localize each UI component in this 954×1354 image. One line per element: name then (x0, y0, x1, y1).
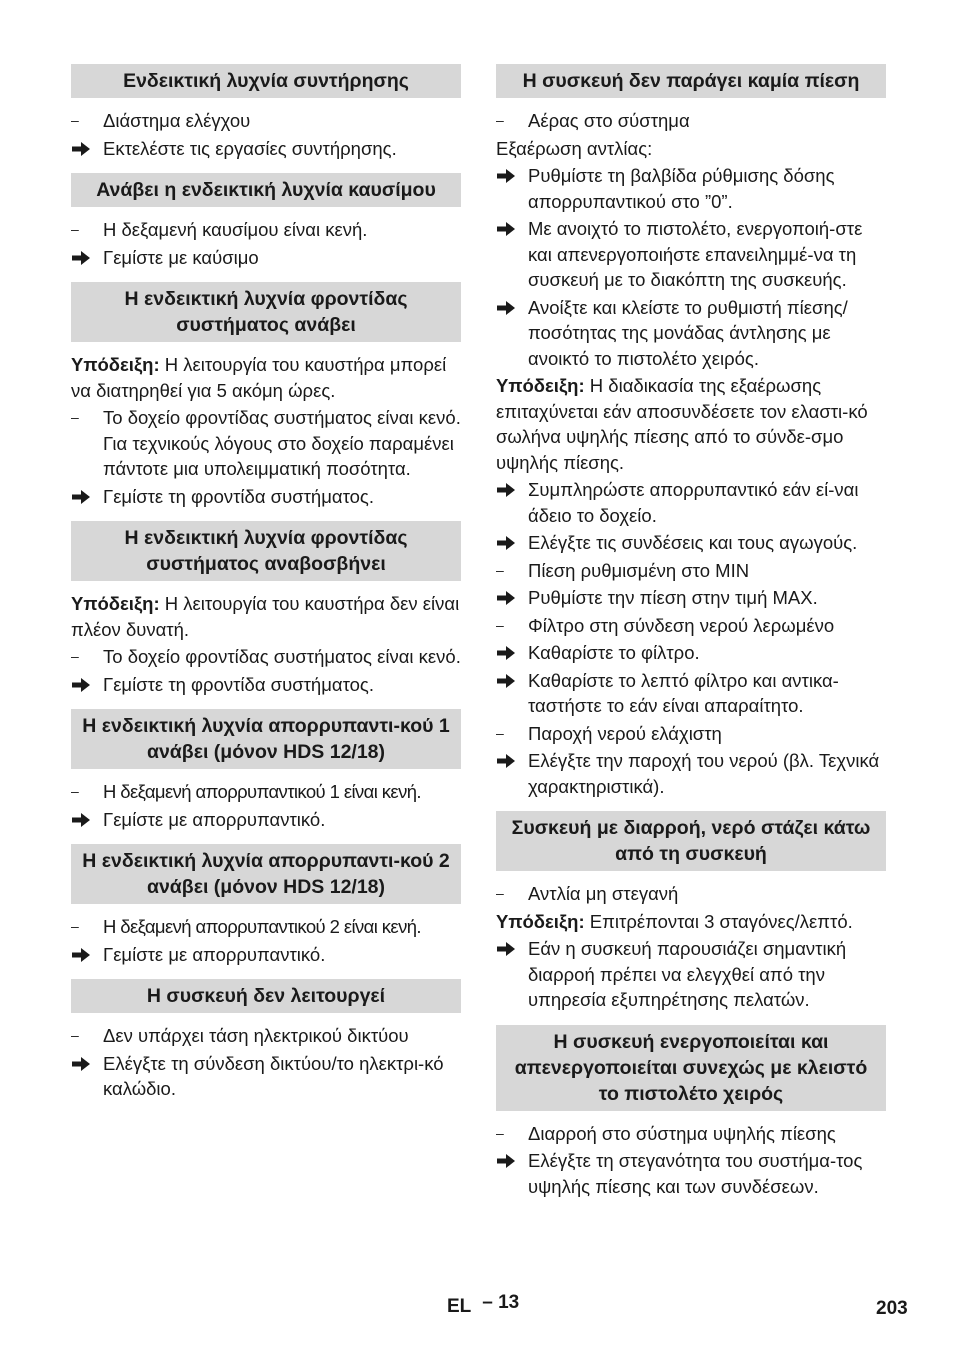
item-text: Ρυθμίστε την πίεση στην τιμή MAX. (528, 587, 818, 608)
item-text: Ελέγξτε τη στεγανότητα του συστήμα-τος υψηλής πίεσης και των συνδέσεων. (528, 1150, 863, 1197)
arrow-right-icon (71, 250, 91, 266)
section-heading: Ανάβει η ενδεικτική λυχνία καυσίμου (71, 173, 461, 207)
note-paragraph (71, 352, 461, 403)
item-text: Αέρας στο σύστημα (528, 110, 690, 131)
action-item (496, 295, 886, 372)
item-text: Το δοχείο φροντίδας συστήματος είναι κενό. (103, 646, 461, 667)
right-column (496, 64, 886, 1201)
action-item (71, 136, 461, 162)
action-item (71, 245, 461, 271)
note-paragraph (496, 909, 886, 935)
text-line: Εξαέρωση αντλίας: (496, 137, 653, 159)
dash-bullet: – (71, 112, 79, 128)
footer-section-marker (447, 1292, 520, 1318)
item-text: Με ανοιχτό το πιστολέτο, ενεργοποιή-στε και απενεργοποιήστε επανειλημμέ-να τη συσκευή με το διακόπτη της συσκευής. (528, 218, 863, 290)
dash-bullet: – (71, 783, 79, 799)
arrow-right-icon (71, 812, 91, 828)
arrow-right-icon (71, 489, 91, 505)
footer-language: EL (447, 1296, 471, 1317)
dash-bullet: – (496, 112, 504, 128)
action-item (71, 672, 461, 698)
section-heading: Η ενδεικτική λυχνία απορρυπαντι-κού 2 ανάβει (μόνον HDS 12/18) (71, 844, 461, 904)
arrow-right-icon (71, 141, 91, 157)
item-text: Η δεξαμενή καυσίμου είναι κενή. (103, 219, 368, 240)
dash-bullet: – (71, 918, 79, 934)
item-text: Καθαρίστε το φίλτρο. (528, 642, 700, 663)
section-heading: Η συσκευή ενεργοποιείται και απενεργοποιείται συνεχώς με κλειστό το πιστολέτο χειρός (496, 1025, 886, 1111)
item-text: Παροχή νερού ελάχιστη (528, 722, 722, 744)
action-item (496, 1148, 886, 1199)
arrow-right-icon (496, 645, 516, 661)
cause-item (71, 914, 461, 940)
arrow-right-icon (496, 1153, 516, 1169)
item-text: Η δεξαμενή απορρυπαντικού 1 είναι κενή. (103, 781, 421, 802)
item-text: Αντλία μη στεγανή (528, 883, 679, 904)
arrow-right-icon (71, 1056, 91, 1072)
note-label: Υπόδειξη: (71, 354, 160, 375)
item-text: Γεμίστε τη φροντίδα συστήματος. (103, 485, 374, 507)
item-text: Δεν υπάρχει τάση ηλεκτρικού δικτύου (103, 1025, 409, 1046)
section-heading: Η συσκευή δεν παράγει καμία πίεση (496, 64, 886, 98)
item-text: Γεμίστε με απορρυπαντικό. (103, 808, 326, 830)
cause-item (496, 108, 886, 134)
item-text: Ελέγξτε τη σύνδεση δικτύου/το ηλεκτρι-κό καλώδιο. (103, 1052, 444, 1099)
cause-item (71, 405, 461, 482)
cause-item (496, 721, 886, 747)
arrow-right-icon (496, 535, 516, 551)
arrow-right-icon (496, 482, 516, 498)
dash-bullet: – (71, 221, 79, 237)
action-item (71, 1051, 461, 1102)
arrow-right-icon (496, 673, 516, 689)
arrow-right-icon (496, 300, 516, 316)
note-label: Υπόδειξη: (496, 375, 585, 396)
footer-section-page: – 13 (482, 1292, 520, 1313)
item-text: Ελέγξτε τις συνδέσεις και τους αγωγούς. (528, 532, 858, 553)
action-item (496, 936, 886, 1013)
cause-item (71, 779, 461, 805)
action-item (496, 216, 886, 293)
item-text: Το δοχείο φροντίδας συστήματος είναι κενό. Για τεχνικούς λόγους στο δοχείο παραμένει πάντοτε μια υπολειμματική ποσότητα. (103, 407, 461, 479)
page-number: 203 (876, 1298, 908, 1319)
dash-bullet: – (71, 409, 79, 425)
item-text: Πίεση ρυθμισμένη στο MIN (528, 559, 750, 581)
section-heading: Η συσκευή δεν λειτουργεί (71, 979, 461, 1013)
section-heading: Η ενδεικτική λυχνία φροντίδας συστήματος αναβοσβήνει (71, 521, 461, 581)
cause-item (71, 644, 461, 670)
cause-item (71, 1023, 461, 1049)
action-item (496, 477, 886, 528)
arrow-right-icon (496, 221, 516, 237)
item-text: Γεμίστε με απορρυπαντικό. (103, 943, 326, 965)
left-column (71, 64, 461, 1104)
action-item (496, 668, 886, 719)
arrow-right-icon (71, 677, 91, 693)
item-text: Η δεξαμενή απορρυπαντικού 2 είναι κενή. (103, 916, 421, 937)
item-text: Διαρροή στο σύστημα υψηλής πίεσης (528, 1122, 836, 1144)
item-text: Συμπληρώστε απορρυπαντικό εάν εί-ναι άδειο το δοχείο. (528, 479, 859, 526)
cause-item (71, 108, 461, 134)
action-item (71, 942, 461, 968)
dash-bullet: – (71, 1027, 79, 1043)
arrow-right-icon (496, 941, 516, 957)
arrow-right-icon (496, 753, 516, 769)
item-text: Ανοίξτε και κλείστε το ρυθμιστή πίεσης/ποσότητας της μονάδας άντλησης με ανοικτό το πιστολέτο χειρός. (528, 296, 848, 369)
action-item (71, 807, 461, 833)
action-item (496, 163, 886, 214)
section-heading: Συσκευή με διαρροή, νερό στάζει κάτω από τη συσκευή (496, 811, 886, 871)
note-paragraph (71, 591, 461, 642)
dash-bullet: – (496, 616, 504, 633)
dash-bullet: – (496, 1124, 504, 1141)
item-text: Γεμίστε τη φροντίδα συστήματος. (103, 673, 374, 695)
cause-item (496, 1121, 886, 1147)
note-text: Η λειτουργία του καυστήρα μπορεί να διατηρηθεί για 5 ακόμη ώρες. (71, 354, 447, 401)
item-text: Καθαρίστε το λεπτό φίλτρο και αντικα-ταστήστε το εάν είναι απαραίτητο. (528, 669, 839, 716)
cause-item (496, 613, 886, 639)
cause-item (496, 558, 886, 584)
item-text: Φίλτρο στη σύνδεση νερού λερωμένο (528, 614, 835, 636)
arrow-right-icon (71, 947, 91, 963)
note-label: Υπόδειξη: (496, 910, 585, 932)
section-heading: Ενδεικτική λυχνία συντήρησης (71, 64, 461, 98)
note-text: Η διαδικασία της εξαέρωσης επιταχύνεται εάν αποσυνδέσετε τον ελαστι-κό σωλήνα υψηλής πίεσης από το σύνδε-σμο υψηλής πίεσης. (496, 375, 868, 473)
item-text: Ρυθμίστε τη βαλβίδα ρύθμισης δόσης απορρυπαντικού στο ”0”. (528, 165, 835, 212)
cause-item (71, 217, 461, 243)
arrow-right-icon (496, 168, 516, 184)
section-heading: Η ενδεικτική λυχνία απορρυπαντι-κού 1 ανάβει (μόνον HDS 12/18) (71, 709, 461, 769)
arrow-right-icon (496, 590, 516, 606)
action-item (496, 530, 886, 556)
action-item (71, 484, 461, 510)
action-item (496, 585, 886, 611)
item-text: Γεμίστε με καύσιμο (103, 246, 259, 268)
note-label: Υπόδειξη: (71, 593, 160, 614)
dash-bullet: – (496, 885, 504, 901)
note-text: Επιτρέπονται 3 σταγόνες/λεπτό. (589, 910, 853, 932)
note-text: Η λειτουργία του καυστήρα δεν είναι πλέον δυνατή. (71, 593, 460, 640)
action-item (496, 748, 886, 799)
section-heading: Η ενδεικτική λυχνία φροντίδας συστήματος ανάβει (71, 282, 461, 342)
item-text: Εκτελέστε τις εργασίες συντήρησης. (103, 137, 397, 159)
cause-item (496, 881, 886, 907)
dash-bullet: – (496, 724, 504, 741)
item-text: Ελέγξτε την παροχή του νερού (βλ. Τεχνικά χαρακτηριστικά). (528, 750, 880, 797)
action-item (496, 640, 886, 666)
dash-bullet: – (496, 561, 504, 578)
note-paragraph (496, 373, 886, 475)
item-text: Διάστημα ελέγχου (103, 110, 251, 131)
item-text: Εάν η συσκευή παρουσιάζει σημαντική διαρροή πρέπει να ελεγχθεί από την υπηρεσία εξυπηρέτησης πελατών. (528, 938, 847, 1010)
dash-bullet: – (71, 648, 79, 664)
